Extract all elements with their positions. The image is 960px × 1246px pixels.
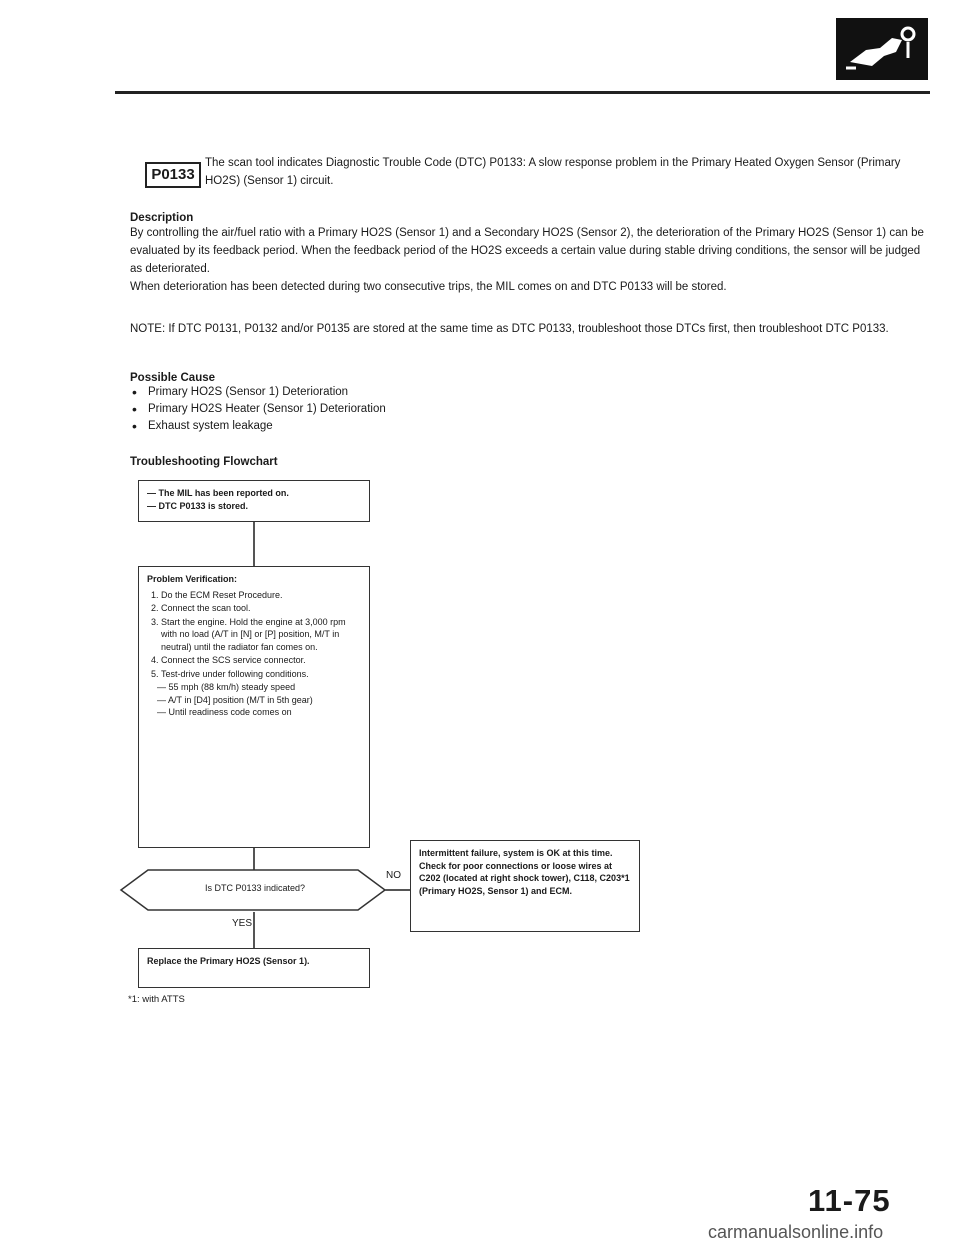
list-item: — A/T in [D4] position (M/T in 5th gear) xyxy=(157,694,361,707)
list-item: 2. Connect the scan tool. xyxy=(161,602,361,615)
engine-logo-icon xyxy=(836,18,928,80)
start-line-1: — The MIL has been reported on. xyxy=(147,488,289,498)
page-number: 11-75 xyxy=(808,1183,891,1218)
description-para-2: When deterioration has been detected during two consecutive trips, the MIL comes on and DTC P0133 will be stored. xyxy=(130,281,727,293)
verification-box xyxy=(138,566,370,848)
dtc-description: The scan tool indicates Diagnostic Trouble Code (DTC) P0133: A slow response problem in the Primary Heated Oxygen Sensor (Primary HO2S) (Sensor 1) circuit. xyxy=(205,157,901,187)
list-item: 5. Test-drive under following conditions. xyxy=(161,668,361,681)
possible-cause-heading: Possible Cause xyxy=(130,372,216,384)
start-line-2: — DTC P0133 is stored. xyxy=(147,500,249,511)
list-item: — Until readiness code comes on xyxy=(157,706,361,719)
list-item: 3. Start the engine. Hold the engine at 3,000 rpm with no load (A/T in [N] or [P] position, M/T in neutral) until the radiator fan comes on. xyxy=(161,616,361,654)
list-item: 4. Connect the SCS service connector. xyxy=(161,654,361,667)
possible-cause-section xyxy=(130,372,730,435)
decision-question: Is DTC P0133 indicated? xyxy=(204,883,306,893)
footnote: *1: with ATTS xyxy=(128,994,185,1005)
yes-label: YES xyxy=(232,918,253,929)
connector-line xyxy=(253,522,255,566)
list-item: • Primary HO2S (Sensor 1) Deterioration xyxy=(130,384,730,401)
flowchart-start-box xyxy=(138,480,370,522)
flowchart-heading: Troubleshooting Flowchart xyxy=(130,456,278,468)
verification-title: Problem Verification: xyxy=(147,574,238,584)
engine-spark-icon xyxy=(836,18,928,80)
description-section xyxy=(130,212,930,296)
header-rule xyxy=(115,91,930,94)
verification-steps xyxy=(147,589,361,681)
test-drive-conditions xyxy=(147,681,361,719)
no-label: NO xyxy=(386,870,401,881)
description-para-1: By controlling the air/fuel ratio with a Primary HO2S (Sensor 1) and a Secondary HO2S (Sensor 2), the deterioration of the Primary HO2S (Sensor 1) can be evaluated by its feedback period. When the feedback period of the HO2S exceeds a certain value during stable driving conditions, the sensor will be judged as deteriorated. xyxy=(130,227,924,275)
possible-cause-list xyxy=(130,384,730,435)
intermittent-failure-box: Intermittent failure, system is OK at this time. Check for poor connections or loose wires at C202 (located at right shock tower), C118, C203*1 (Primary HO2S, Sensor 1) and ECM. xyxy=(410,840,640,932)
no-branch-line xyxy=(385,889,410,891)
description-heading: Description xyxy=(130,212,194,224)
connector-line xyxy=(253,848,255,870)
note-text: NOTE: If DTC P0131, P0132 and/or P0135 are stored at the same time as DTC P0133, troubleshoot those DTCs first, then troubleshoot DTC P0133. xyxy=(130,323,889,335)
list-item: • Primary HO2S Heater (Sensor 1) Deterioration xyxy=(130,401,730,418)
watermark: carmanualsonline.info xyxy=(708,1222,884,1242)
list-item: • Exhaust system leakage xyxy=(130,418,730,435)
yes-branch-line xyxy=(253,912,255,948)
dtc-code-badge: P0133 xyxy=(145,162,201,188)
list-item: 1. Do the ECM Reset Procedure. xyxy=(161,589,361,602)
replace-sensor-box: Replace the Primary HO2S (Sensor 1). xyxy=(138,948,370,988)
list-item: — 55 mph (88 km/h) steady speed xyxy=(157,681,361,694)
